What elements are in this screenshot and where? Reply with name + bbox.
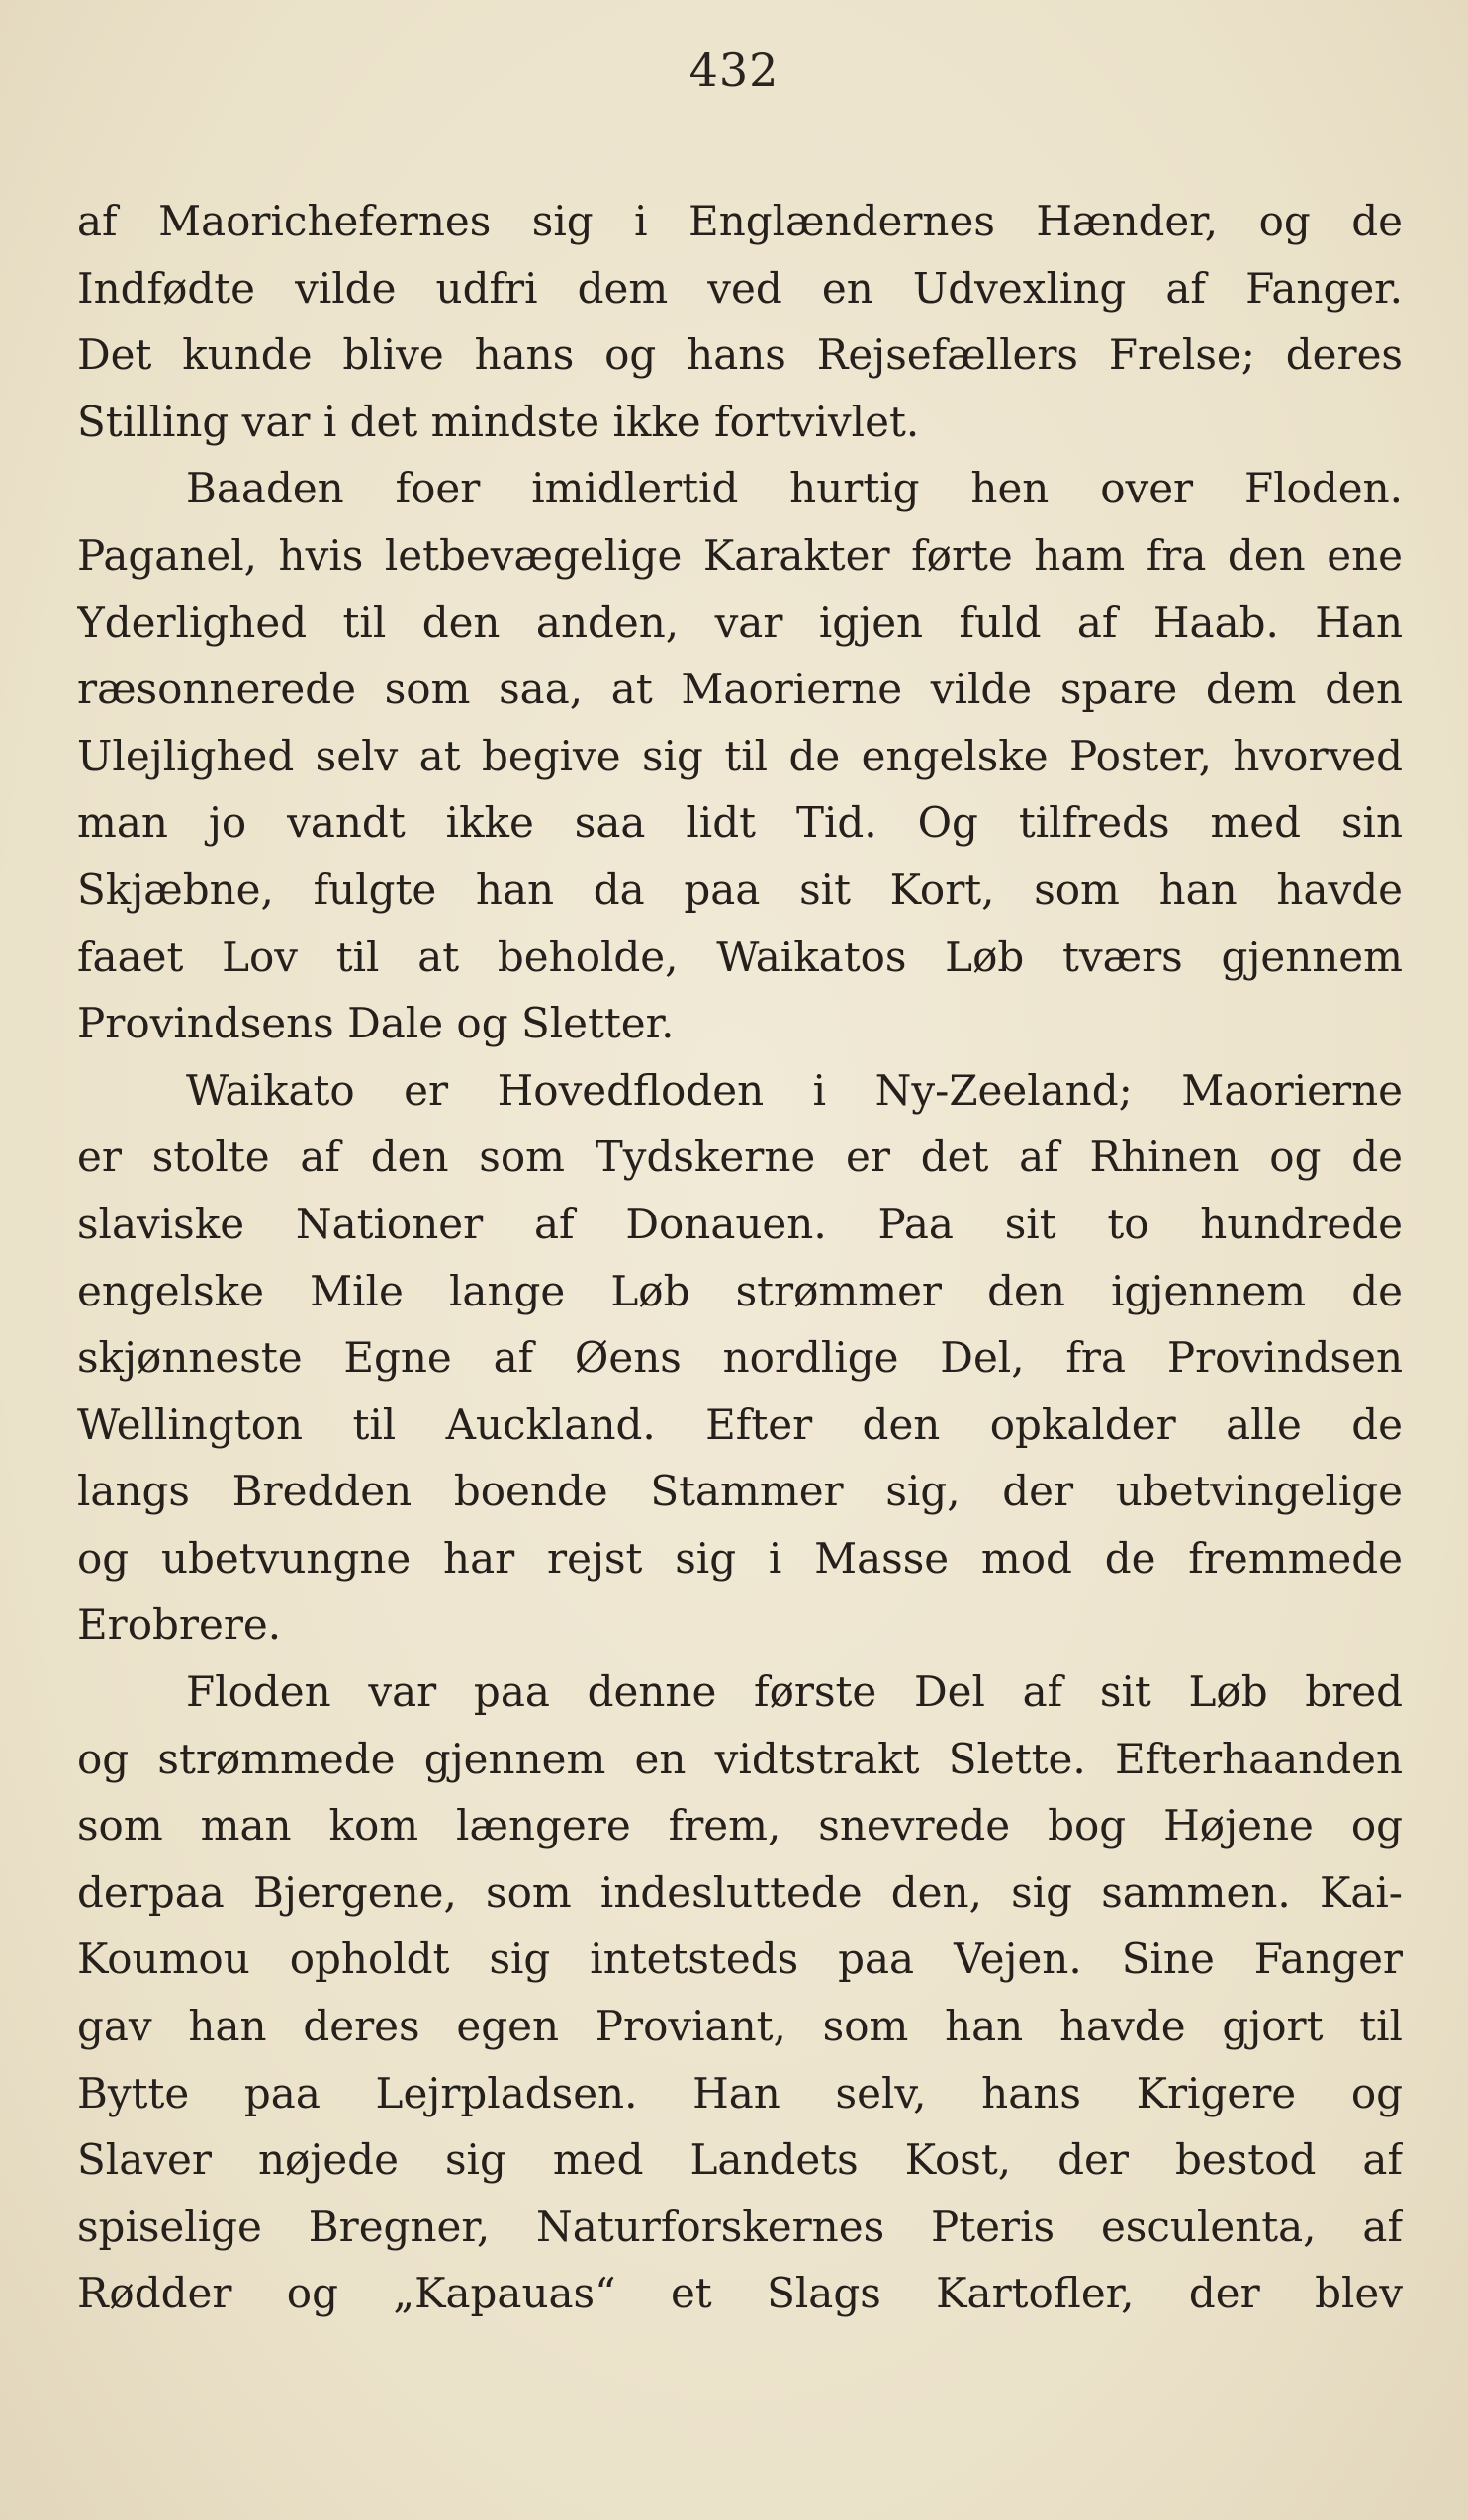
text-line: som man kom længere frem, snevrede bog Højene og [77,1801,1403,1850]
text-line: Indfødte vilde udfri dem ved en Udvexling af Fanger. [77,263,1403,313]
text-line: Ulejlighed selv at begive sig til de engelske Poster, hvorved [77,731,1403,780]
text-line: ræsonnerede som saa, at Maorierne vilde spare dem den [77,665,1403,714]
text-line: engelske Mile lange Løb strømmer den igjennem de [77,1266,1403,1315]
text-line: langs Bredden boende Stammer sig, der ubetvingelige [77,1467,1403,1516]
text-line: og strømmede gjennem en vidtstrakt Slette. Efterhaanden [77,1734,1403,1783]
text-line: Det kunde blive hans og hans Rejsefællers Frelse; deres [77,330,1403,380]
text-line: faaet Lov til at beholde, Waikatos Løb tværs gjennem [77,932,1403,981]
text-line: Provindsens Dale og Sletter. [77,999,675,1048]
text-line: og ubetvungne har rejst sig i Masse mod de fremmede [77,1533,1403,1582]
text-line: Stilling var i det mindste ikke fortvivlet. [77,397,920,446]
text-line: Koumou opholdt sig intetsteds paa Vejen. Sine Fanger [77,1935,1403,1984]
text-line: Erobrere. [77,1600,282,1650]
text-line: af Maorichefernes sig i Englændernes Hænder, og de [77,197,1403,245]
text-line: derpaa Bjergene, som indesluttede den, sig sammen. Kai- [77,1867,1403,1917]
body-text [77,188,1403,2327]
text-line: Slaver nøjede sig med Landets Kost, der bestod af [77,2135,1403,2185]
text-line: Bytte paa Lejrpladsen. Han selv, hans Krigere og [77,2068,1403,2117]
text-line: er stolte af den som Tydskerne er det af Rhinen og de [77,1132,1403,1182]
text-line: Skjæbne, fulgte han da paa sit Kort, som han havde [77,864,1403,914]
text-line: slaviske Nationer af Donauen. Paa sit to hundrede [77,1199,1403,1248]
text-line: Paganel, hvis letbevægelige Karakter førte ham fra den ene [77,530,1403,580]
text-line: skjønneste Egne af Øens nordlige Del, fra Provindsen [77,1333,1403,1383]
text-line: Baaden foer imidlertid hurtig hen over Floden. [186,464,1403,513]
text-line: spiselige Bregner, Naturforskernes Pteris esculenta, af [77,2202,1403,2251]
text-line: Rødder og „Kapauas“ et Slags Kartofler, der blev [77,2269,1403,2318]
page-number: 432 [688,44,780,97]
text-line: Floden var paa denne første Del af sit Løb bred [186,1667,1403,1717]
text-line: Waikato er Hovedfloden i Ny-Zeeland; Maorierne [186,1065,1403,1115]
text-line: man jo vandt ikke saa lidt Tid. Og tilfreds med sin [77,798,1403,848]
text-line: Wellington til Auckland. Efter den opkalder alle de [77,1399,1403,1449]
text-line: Yderlighed til den anden, var igjen fuld af Haab. Han [77,597,1403,647]
text-line: gav han deres egen Proviant, som han havde gjort til [77,2002,1403,2051]
